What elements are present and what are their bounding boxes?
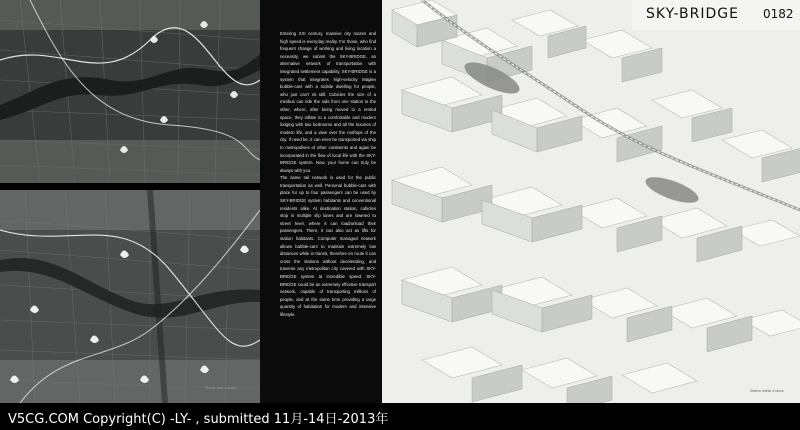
body-paragraph-2: The same rail network is used for the public transportation as well. Personal bubble-cars with place for up to four passengers can be used by SKY-BRIDGE system habitants and conventional residents alike. At destination station, cubicles stop in multiple slip lanes and are lowered to street level, where it can load/unload their passengers. There, it can also act as lifts for station habitants. Computer managed network allows bubble-cars to maintain extremely low distances while in transit, therefore en route it can cross the stations without decelerating, and traverse any metropolitan city covered with SKY-BRIDGE system at incredible speed. SKY-BRIDGE could be an extremely effective transport network, capable of transporting millions of people, and at the same time providing a large quantity of habitation for modern and intensive lifestyle. — [280, 175, 376, 317]
caption-left: Route over London — [206, 386, 237, 390]
watermark-text: V5CG.COM Copyright(C) -LY- , submitted 11月-14日-2013年 — [8, 412, 389, 427]
panel-separator — [0, 183, 260, 190]
watermark-bar — [0, 403, 800, 430]
city-block-model-render — [382, 0, 800, 403]
caption-right: Station within a block — [750, 389, 784, 393]
left-panel — [0, 0, 382, 403]
poster-title: SKY-BRIDGE — [646, 6, 739, 22]
right-panel — [382, 0, 800, 403]
body-paragraph-1: Entering XXI century, massive city mazes and high speed is everyday reality. For those, who find frequent change of working and living location a necessity, we submit the SKY-BRIDGE, an alternative network of transportation with integrated settlement capability. SKY-BRIDGE is a system that integrates high-velocity Maglev bubble-cars with a mobile dwelling for people, who just can't sit still. Cubicles the size of a minibus can ride the rails from one station to the other, where, after being moved to a rented space, they inflate to a comfortable and modern lodging with two bedrooms and all the luxuries of modern life, and a view over the rooftops of the city. If need be, it can even be transported via ship to metropolises of other continents and again be incorporated in the flow of local life with the SKY-BRIDGE system. Now, your home can truly be always with you. — [280, 31, 376, 173]
body-text — [280, 30, 376, 319]
city-map-aerial-top — [0, 0, 260, 183]
page-number: 0182 — [763, 7, 794, 21]
city-map-aerial-bottom — [0, 190, 260, 403]
